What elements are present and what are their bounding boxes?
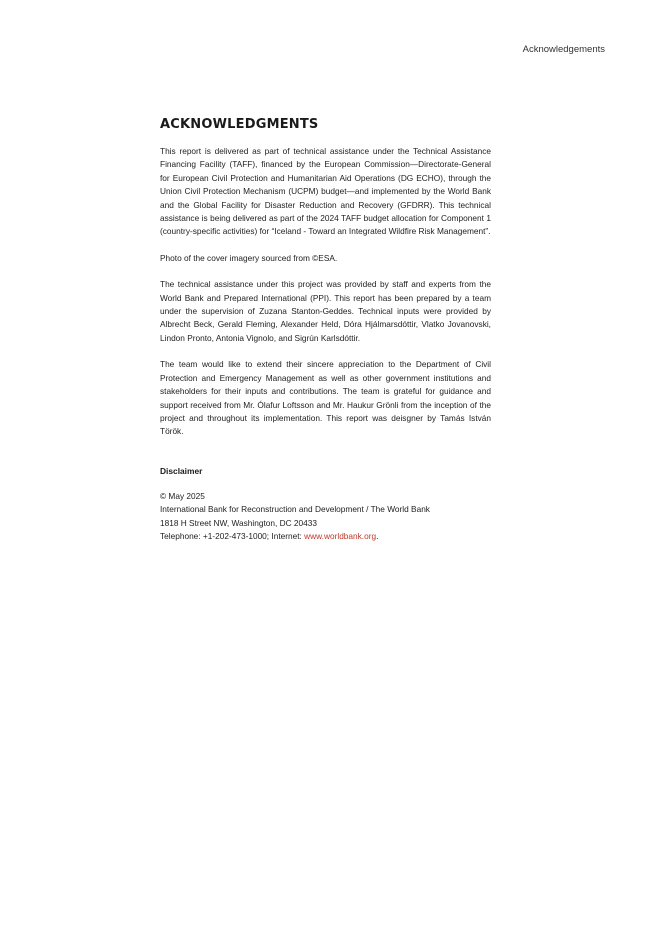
paragraph-team: The technical assistance under this project was provided by staff and experts from the World Bank and Prepared International (PPI). This report has been prepared by a team under the supervision of Zuzana Stanton-Geddes. Technical inputs were provided by Albrecht Beck, Gerald Fleming, Alexander Held, Dóra Hjálmarsdóttir, Vlatko Jovanovski, Lindon Pronto, Antonia Vignolo, and Sigrún Karlsdóttir. <box>160 279 491 343</box>
page-title: ACKNOWLEDGMENTS <box>160 117 319 132</box>
disclaimer-heading: Disclaimer <box>160 465 203 476</box>
copyright-line: © May 2025 <box>160 490 205 501</box>
paragraph-taff: This report is delivered as part of technical assistance under the Technical Assistance Financing Facility (TAFF), financed by the European Commission—Directorate-General for European Civil Protection and Humanitarian Aid Operations (DG ECHO), through the Union Civil Protection Mechanism (UCPM) budget—and implemented by the World Bank and the Global Facility for Disaster Reduction and Recovery (GFDRR). This technical assistance is being delivered as part of the 2024 TAFF budget allocation for Component 1 (country-specific activities) for “Iceland - Toward an Integrated Wildfire Risk Management”. <box>160 146 491 237</box>
telephone-text: Telephone: +1-202-473-1000; Internet: <box>160 530 305 541</box>
disclaimer-section <box>160 466 491 544</box>
paragraph-appreciation: The team would like to extend their sincere appreciation to the Department of Civil Protection and Emergency Management as well as other government institutions and stakeholders for their inputs and contributions. The team is grateful for guidance and support received from Mr. Ólafur Loftsson and Mr. Haukur Grönli from the inception of the project and throughout its implementation. This report was deisgner by Tamás István Török. <box>160 359 491 437</box>
contact-line <box>160 530 491 543</box>
paragraph-cover-photo: Photo of the cover imagery sourced from ©ESA. <box>160 252 338 263</box>
contact-trailing: . <box>376 530 379 541</box>
running-header: Acknowledgements <box>522 44 605 55</box>
worldbank-link[interactable]: www.worldbank.org <box>304 530 377 541</box>
page-content <box>160 117 491 543</box>
address-line: 1818 H Street NW, Washington, DC 20433 <box>160 517 317 528</box>
organization-line: International Bank for Reconstruction and Development / The World Bank <box>160 504 430 515</box>
